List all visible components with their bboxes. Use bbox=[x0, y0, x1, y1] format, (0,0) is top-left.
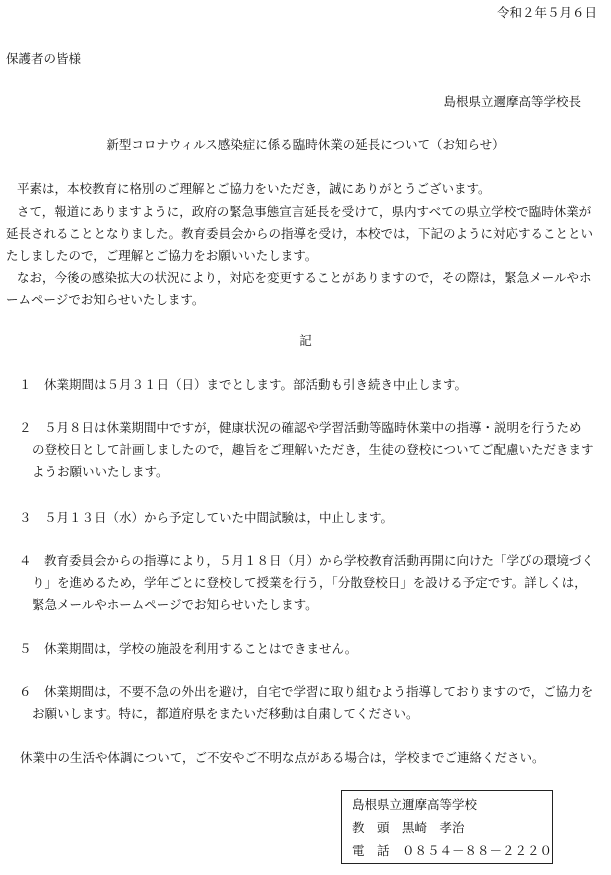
item-line: ようお願いいたします。 bbox=[32, 464, 169, 479]
item-line: ４ 教育委員会からの指導により，５月１８日（月）から学校教育活動再開に向けた「学びの環境づく bbox=[19, 553, 595, 568]
sender: 島根県立邇摩高等学校長 bbox=[443, 94, 581, 109]
document-title: 新型コロナウィルス感染症に係る臨時休業の延長について（お知らせ） bbox=[106, 137, 505, 152]
item-line: ６ 休業期間は，不要不急の外出を避け，自宅で学習に取り組むよう指導しておりますので，ご協力を bbox=[19, 684, 594, 699]
intro-line: たしましたので，ご理解とご協力をお願いいたします。 bbox=[6, 248, 318, 263]
item-line: １ 休業期間は５月３１日（日）までとします。部活動も引き続き中止します。 bbox=[19, 377, 468, 392]
contact-phone: 電 話 ０８５４－８８－２２２０ bbox=[352, 843, 553, 858]
item-line: ３ ５月１３日（水）から予定していた中間試験は，中止します。 bbox=[19, 510, 394, 525]
closing-note: 休業中の生活や体調について，ご不安やご不明な点がある場合は，学校までご連絡ください。 bbox=[20, 750, 545, 765]
intro-line: 延長されることとなりました。教育委員会からの指導を受け，本校では，下記のように対応することとい bbox=[6, 226, 594, 241]
item-line: り」を進めるため，学年ごとに登校して授業を行う，「分散登校日」を設ける予定です。詳しくは， bbox=[32, 575, 587, 590]
contact-person: 教 頭 黒崎 孝治 bbox=[352, 820, 465, 835]
intro-line: ームページでお知らせいたします。 bbox=[6, 292, 205, 307]
recipient: 保護者の皆様 bbox=[6, 51, 82, 66]
item-line: ５ 休業期間は，学校の施設を利用することはできません。 bbox=[19, 641, 358, 656]
document-date: 令和２年５月６日 bbox=[496, 5, 597, 20]
intro-line: なお，今後の感染拡大の状況により，対応を変更することがありますので，その際は，緊急メールやホ bbox=[17, 270, 592, 285]
item-line: 緊急メールやホームページでお知らせいたします。 bbox=[32, 597, 318, 612]
ki-heading: 記 bbox=[299, 333, 312, 348]
item-line: お願いします。特に，都道府県をまたいだ移動は自粛してください。 bbox=[32, 706, 419, 721]
item-line: ２ ５月８日は休業期間中ですが，健康状況の確認や学習活動等臨時休業中の指導・説明を行うため bbox=[19, 420, 582, 435]
contact-box bbox=[341, 790, 553, 864]
intro-line: 平素は，本校教育に格別のご理解とご協力をいただき，誠にありがとうございます。 bbox=[17, 181, 491, 196]
item-line: の登校日として計画しましたので，趣旨をご理解いただき，生徒の登校についてご配慮いただきます bbox=[32, 442, 594, 457]
contact-school: 島根県立邇摩高等学校 bbox=[352, 797, 478, 812]
intro-line: さて，報道にありますように，政府の緊急事態宣言延長を受けて，県内すべての県立学校で臨時休業が bbox=[17, 204, 592, 219]
